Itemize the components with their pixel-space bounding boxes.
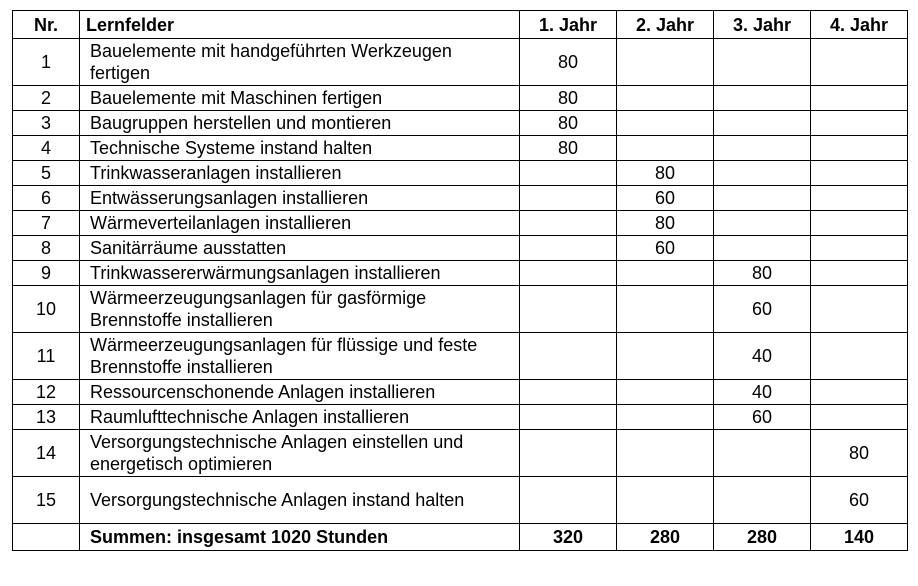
row-nr: 1	[13, 39, 80, 86]
row-jahr-2	[617, 136, 714, 161]
sum-jahr-3: 280	[714, 524, 811, 551]
table-row	[13, 136, 908, 161]
row-jahr-4	[811, 161, 908, 186]
lernfelder-table	[12, 10, 908, 551]
header-jahr-1: 1. Jahr	[520, 11, 617, 39]
row-jahr-4	[811, 333, 908, 380]
table-row	[13, 430, 908, 477]
row-jahr-2	[617, 380, 714, 405]
row-jahr-3	[714, 211, 811, 236]
row-jahr-2: 60	[617, 236, 714, 261]
row-jahr-4	[811, 136, 908, 161]
table-body	[13, 39, 908, 524]
row-nr: 11	[13, 333, 80, 380]
row-nr: 9	[13, 261, 80, 286]
row-jahr-3: 60	[714, 286, 811, 333]
row-jahr-2: 60	[617, 186, 714, 211]
table-header	[13, 11, 908, 39]
table-row	[13, 261, 908, 286]
table-row	[13, 39, 908, 86]
row-nr: 12	[13, 380, 80, 405]
row-lernfeld: Bauelemente mit Maschinen fertigen	[80, 86, 520, 111]
table-row	[13, 236, 908, 261]
row-nr: 13	[13, 405, 80, 430]
row-lernfeld: Sanitärräume ausstatten	[80, 236, 520, 261]
row-jahr-1	[520, 161, 617, 186]
row-jahr-4	[811, 186, 908, 211]
sum-nr-cell	[13, 524, 80, 551]
row-jahr-2	[617, 39, 714, 86]
row-nr: 4	[13, 136, 80, 161]
row-jahr-1	[520, 261, 617, 286]
table-row	[13, 333, 908, 380]
row-jahr-4	[811, 286, 908, 333]
row-jahr-3	[714, 430, 811, 477]
row-jahr-2: 80	[617, 161, 714, 186]
row-lernfeld: Versorgungstechnische Anlagen instand halten	[80, 477, 520, 524]
row-jahr-3	[714, 236, 811, 261]
row-jahr-2: 80	[617, 211, 714, 236]
header-nr: Nr.	[13, 11, 80, 39]
row-jahr-4	[811, 211, 908, 236]
row-jahr-3	[714, 161, 811, 186]
row-jahr-2	[617, 261, 714, 286]
row-jahr-3	[714, 86, 811, 111]
row-jahr-1: 80	[520, 111, 617, 136]
row-lernfeld: Wärmeerzeugungsanlagen für gasförmige Brennstoffe installieren	[80, 286, 520, 333]
row-jahr-2	[617, 286, 714, 333]
row-jahr-1	[520, 211, 617, 236]
row-jahr-1: 80	[520, 136, 617, 161]
row-jahr-4	[811, 111, 908, 136]
row-jahr-4: 60	[811, 477, 908, 524]
row-nr: 7	[13, 211, 80, 236]
row-jahr-1: 80	[520, 86, 617, 111]
row-jahr-3: 40	[714, 380, 811, 405]
row-lernfeld: Bauelemente mit handgeführten Werkzeugen fertigen	[80, 39, 520, 86]
row-jahr-3: 80	[714, 261, 811, 286]
row-jahr-1	[520, 430, 617, 477]
row-jahr-4: 80	[811, 430, 908, 477]
sum-jahr-1: 320	[520, 524, 617, 551]
row-jahr-3: 60	[714, 405, 811, 430]
row-nr: 5	[13, 161, 80, 186]
table-row	[13, 380, 908, 405]
row-jahr-1	[520, 405, 617, 430]
row-jahr-2	[617, 430, 714, 477]
table-row	[13, 477, 908, 524]
row-jahr-4	[811, 86, 908, 111]
row-nr: 15	[13, 477, 80, 524]
header-jahr-4: 4. Jahr	[811, 11, 908, 39]
sum-label: Summen: insgesamt 1020 Stunden	[80, 524, 520, 551]
row-lernfeld: Trinkwassererwärmungsanlagen installieren	[80, 261, 520, 286]
row-jahr-4	[811, 380, 908, 405]
row-jahr-1	[520, 286, 617, 333]
table-row	[13, 286, 908, 333]
sum-jahr-4: 140	[811, 524, 908, 551]
row-jahr-1: 80	[520, 39, 617, 86]
row-jahr-3	[714, 186, 811, 211]
row-lernfeld: Wärmeerzeugungsanlagen für flüssige und feste Brennstoffe installieren	[80, 333, 520, 380]
table-row	[13, 211, 908, 236]
row-lernfeld: Versorgungstechnische Anlagen einstellen und energetisch optimieren	[80, 430, 520, 477]
row-jahr-3	[714, 39, 811, 86]
table-row	[13, 86, 908, 111]
row-nr: 3	[13, 111, 80, 136]
row-jahr-1	[520, 333, 617, 380]
row-lernfeld: Entwässerungsanlagen installieren	[80, 186, 520, 211]
row-jahr-1	[520, 236, 617, 261]
row-jahr-2	[617, 111, 714, 136]
row-jahr-3	[714, 477, 811, 524]
row-nr: 2	[13, 86, 80, 111]
header-jahr-3: 3. Jahr	[714, 11, 811, 39]
table-footer	[13, 524, 908, 551]
header-lernfelder: Lernfelder	[80, 11, 520, 39]
row-nr: 8	[13, 236, 80, 261]
row-lernfeld: Technische Systeme instand halten	[80, 136, 520, 161]
row-lernfeld: Ressourcenschonende Anlagen installieren	[80, 380, 520, 405]
row-jahr-2	[617, 477, 714, 524]
table-row	[13, 161, 908, 186]
row-jahr-3	[714, 136, 811, 161]
row-nr: 6	[13, 186, 80, 211]
row-nr: 10	[13, 286, 80, 333]
row-jahr-2	[617, 333, 714, 380]
row-jahr-3: 40	[714, 333, 811, 380]
row-jahr-4	[811, 405, 908, 430]
row-lernfeld: Wärmeverteilanlagen installieren	[80, 211, 520, 236]
table-row	[13, 405, 908, 430]
sum-row	[13, 524, 908, 551]
row-jahr-4	[811, 236, 908, 261]
row-jahr-1	[520, 477, 617, 524]
row-lernfeld: Baugruppen herstellen und montieren	[80, 111, 520, 136]
header-jahr-2: 2. Jahr	[617, 11, 714, 39]
row-jahr-4	[811, 39, 908, 86]
row-lernfeld: Raumlufttechnische Anlagen installieren	[80, 405, 520, 430]
table-row	[13, 111, 908, 136]
row-lernfeld: Trinkwasseranlagen installieren	[80, 161, 520, 186]
row-nr: 14	[13, 430, 80, 477]
header-row	[13, 11, 908, 39]
row-jahr-4	[811, 261, 908, 286]
row-jahr-3	[714, 111, 811, 136]
row-jahr-1	[520, 380, 617, 405]
table-row	[13, 186, 908, 211]
row-jahr-1	[520, 186, 617, 211]
row-jahr-2	[617, 86, 714, 111]
row-jahr-2	[617, 405, 714, 430]
sum-jahr-2: 280	[617, 524, 714, 551]
